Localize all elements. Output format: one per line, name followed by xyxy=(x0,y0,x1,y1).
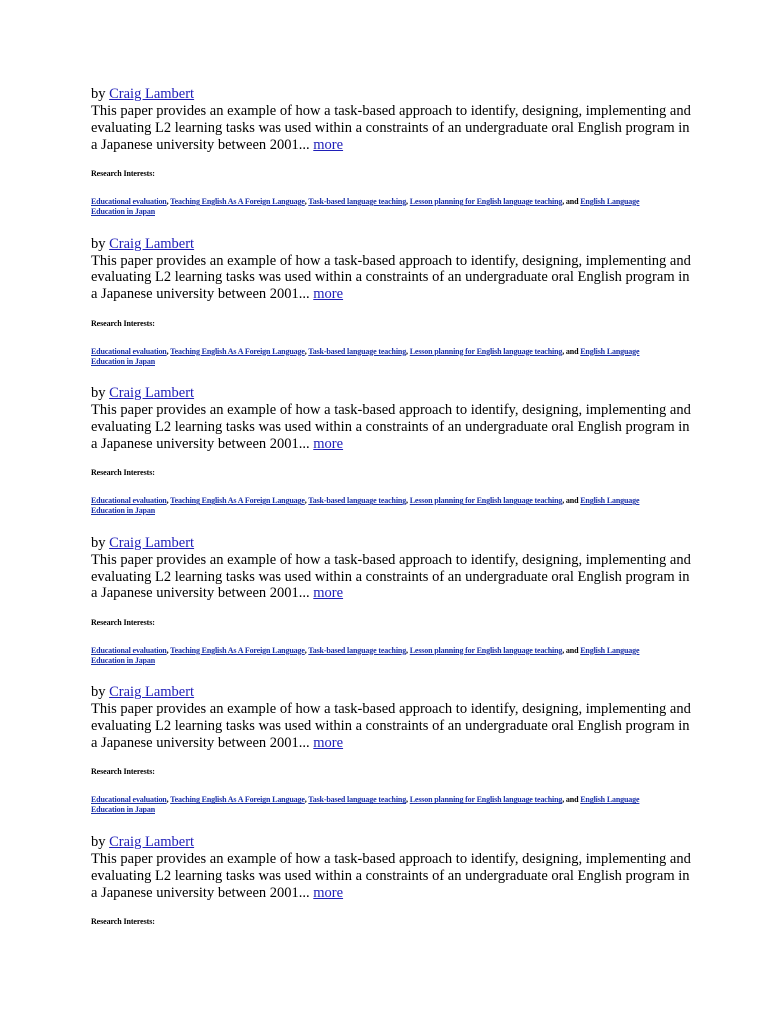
research-interest-link[interactable]: Educational evaluation xyxy=(91,197,167,206)
interest-separator: , xyxy=(304,346,309,356)
research-interest-link[interactable]: English Language Education in Japan xyxy=(91,496,640,516)
research-interest-link[interactable]: English Language Education in Japan xyxy=(91,645,640,665)
author-link[interactable]: Craig Lambert xyxy=(109,86,195,102)
author-link[interactable]: Craig Lambert xyxy=(109,385,195,402)
research-interests-list xyxy=(91,197,661,217)
research-interest-link[interactable]: Task-based language teaching xyxy=(308,197,407,206)
interest-separator: , and xyxy=(562,346,581,356)
more-link[interactable]: more xyxy=(313,734,344,751)
abstract xyxy=(91,402,691,452)
paper-entry xyxy=(91,684,691,834)
interest-separator: , xyxy=(166,645,171,655)
abstract xyxy=(91,103,691,153)
byline xyxy=(91,236,691,253)
research-interest-link[interactable]: Lesson planning for English language teaching xyxy=(409,346,563,356)
author-link[interactable]: Craig Lambert xyxy=(109,833,195,850)
research-interest-link[interactable]: Teaching English As A Foreign Language xyxy=(170,795,305,805)
research-interests-label: Research Interests: xyxy=(91,767,155,777)
research-interest-link[interactable]: Lesson planning for English language teaching xyxy=(409,645,563,655)
more-link[interactable]: more xyxy=(313,136,344,153)
more-link[interactable]: more xyxy=(313,286,344,303)
research-interests-list xyxy=(91,347,661,367)
research-interest-link[interactable]: Educational evaluation xyxy=(91,645,167,655)
interest-separator: , and xyxy=(562,496,581,506)
interest-separator: , and xyxy=(562,197,581,206)
research-interest-link[interactable]: English Language Education in Japan xyxy=(91,795,640,815)
interest-separator: , xyxy=(304,197,309,206)
more-link[interactable]: more xyxy=(313,585,344,602)
more-link[interactable]: more xyxy=(313,884,344,901)
interest-separator: , xyxy=(304,795,309,805)
interest-separator: , xyxy=(166,795,171,805)
author-link[interactable]: Craig Lambert xyxy=(109,534,195,551)
abstract-text: This paper provides an example of how a task-based approach to identify, designing, implementing and evaluating L2 learning tasks was used within a constraints of an undergraduate oral English program in a Japanese university between 2001... xyxy=(91,252,691,303)
byline xyxy=(91,385,691,402)
interest-separator: , xyxy=(406,496,410,506)
abstract-text: This paper provides an example of how a task-based approach to identify, designing, implementing and evaluating L2 learning tasks was used within a constraints of an undergraduate oral English program in a Japanese university between 2001... xyxy=(91,103,691,153)
author-link[interactable]: Craig Lambert xyxy=(109,684,195,701)
byline xyxy=(91,535,691,552)
research-interest-link[interactable]: Task-based language teaching xyxy=(308,645,407,655)
research-interest-link[interactable]: Lesson planning for English language teaching xyxy=(409,197,563,206)
paper-entry xyxy=(91,535,691,685)
interest-separator: , xyxy=(406,346,410,356)
interest-separator: , xyxy=(406,795,410,805)
research-interest-link[interactable]: English Language Education in Japan xyxy=(91,197,640,216)
abstract xyxy=(91,552,691,602)
research-interest-link[interactable]: Educational evaluation xyxy=(91,496,167,506)
paper-entry xyxy=(91,385,691,535)
byline xyxy=(91,834,691,851)
by-label: by xyxy=(91,86,106,102)
research-interest-link[interactable]: Teaching English As A Foreign Language xyxy=(170,496,305,506)
by-label: by xyxy=(91,833,106,850)
interest-separator: , xyxy=(166,197,171,206)
interest-separator: , xyxy=(304,645,309,655)
paper-entry xyxy=(91,86,691,236)
abstract-text: This paper provides an example of how a task-based approach to identify, designing, implementing and evaluating L2 learning tasks was used within a constraints of an undergraduate oral English program in a Japanese university between 2001... xyxy=(91,402,691,452)
interest-separator: , xyxy=(304,496,309,506)
research-interest-link[interactable]: Educational evaluation xyxy=(91,795,167,805)
paper-entry xyxy=(91,834,691,984)
research-interests-label: Research Interests: xyxy=(91,318,155,328)
paper-list xyxy=(91,86,691,984)
abstract-text: This paper provides an example of how a task-based approach to identify, designing, implementing and evaluating L2 learning tasks was used within a constraints of an undergraduate oral English program in a Japanese university between 2001... xyxy=(91,850,691,901)
interest-separator: , and xyxy=(562,645,581,655)
more-link[interactable]: more xyxy=(313,435,344,452)
byline xyxy=(91,684,691,701)
research-interests-label: Research Interests: xyxy=(91,169,155,178)
research-interests-label: Research Interests: xyxy=(91,617,155,627)
interest-separator: , and xyxy=(562,795,581,805)
interest-separator: , xyxy=(166,346,171,356)
research-interest-link[interactable]: Lesson planning for English language teaching xyxy=(409,496,563,506)
research-interests-label: Research Interests: xyxy=(91,468,155,478)
research-interest-link[interactable]: Task-based language teaching xyxy=(308,496,407,506)
research-interests-list xyxy=(91,496,661,516)
interest-separator: , xyxy=(406,645,410,655)
paper-entry xyxy=(91,236,691,386)
research-interest-link[interactable]: Task-based language teaching xyxy=(308,346,407,356)
research-interests-list xyxy=(91,646,661,666)
by-label: by xyxy=(91,235,106,252)
by-label: by xyxy=(91,385,106,402)
abstract-text: This paper provides an example of how a task-based approach to identify, designing, implementing and evaluating L2 learning tasks was used within a constraints of an undergraduate oral English program in a Japanese university between 2001... xyxy=(91,551,691,602)
abstract xyxy=(91,701,691,751)
research-interest-link[interactable]: Task-based language teaching xyxy=(308,795,407,805)
research-interests-label: Research Interests: xyxy=(91,916,155,926)
interest-separator: , xyxy=(166,496,171,506)
abstract-text: This paper provides an example of how a task-based approach to identify, designing, implementing and evaluating L2 learning tasks was used within a constraints of an undergraduate oral English program in a Japanese university between 2001... xyxy=(91,701,691,751)
abstract xyxy=(91,253,691,303)
research-interests-list xyxy=(91,795,661,815)
research-interest-link[interactable]: Lesson planning for English language teaching xyxy=(409,795,563,805)
by-label: by xyxy=(91,684,106,701)
research-interest-link[interactable]: Teaching English As A Foreign Language xyxy=(170,346,305,356)
abstract xyxy=(91,851,691,901)
author-link[interactable]: Craig Lambert xyxy=(109,235,195,252)
byline xyxy=(91,86,691,103)
interest-separator: , xyxy=(406,197,410,206)
by-label: by xyxy=(91,534,106,551)
research-interest-link[interactable]: Teaching English As A Foreign Language xyxy=(170,645,305,655)
research-interest-link[interactable]: English Language Education in Japan xyxy=(91,346,640,366)
research-interest-link[interactable]: Teaching English As A Foreign Language xyxy=(170,197,305,206)
research-interest-link[interactable]: Educational evaluation xyxy=(91,346,167,356)
